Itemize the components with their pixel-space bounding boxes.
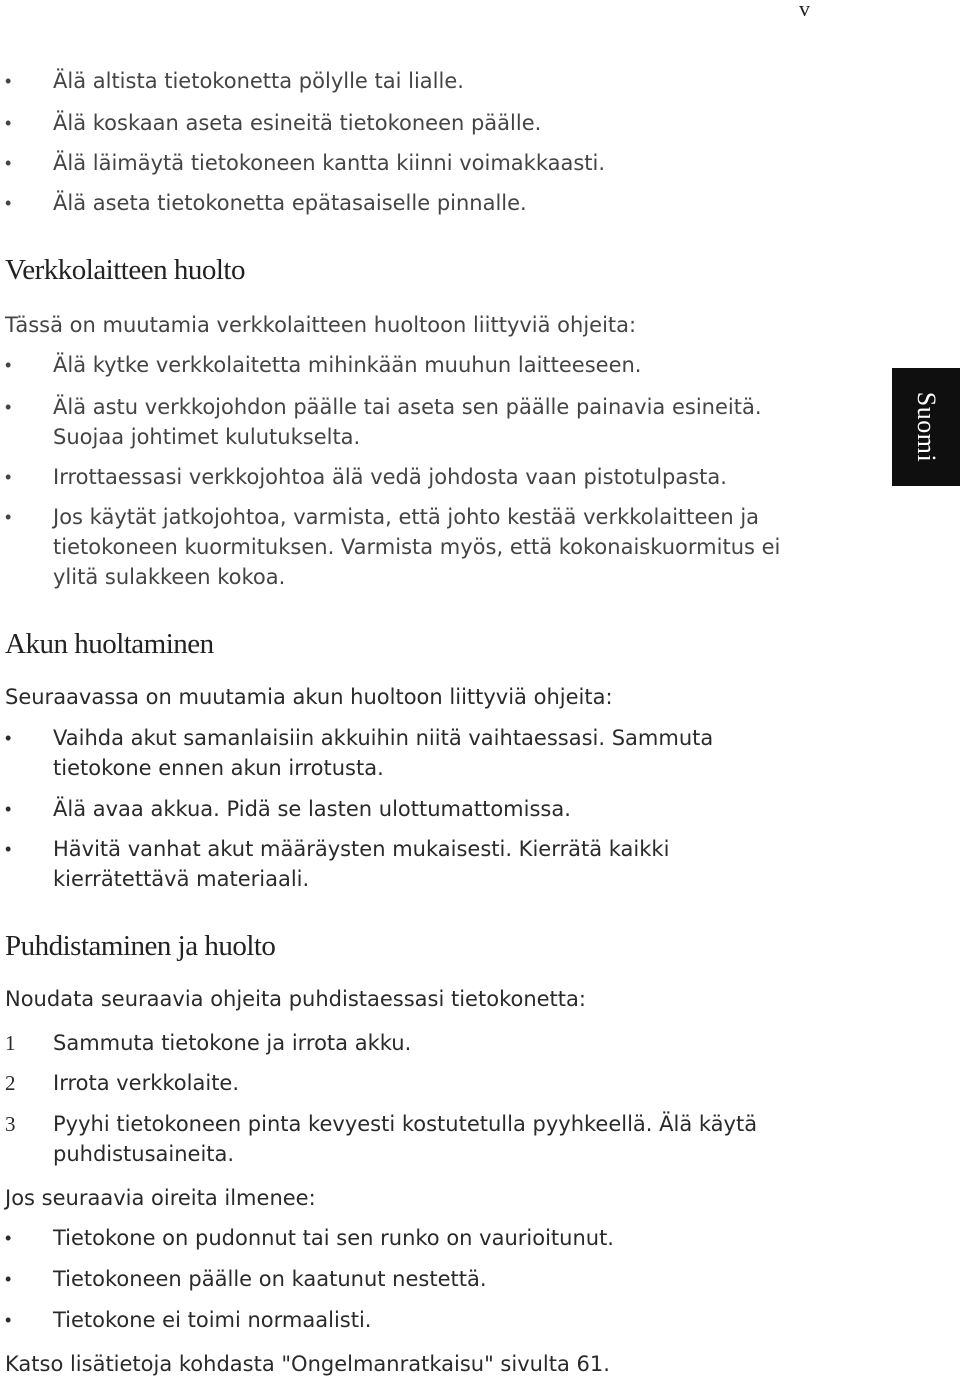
- step-number: 3: [5, 1112, 16, 1136]
- footer-reference: Katso lisätietoja kohdasta "Ongelmanratkaisu" sivulta 61.: [5, 1352, 610, 1376]
- list-item-text: Tietokoneen päälle on kaatunut nestettä.: [53, 1267, 487, 1291]
- section-heading-battery: Akun huoltaminen: [5, 628, 214, 660]
- bullet-icon: •: [5, 799, 12, 819]
- bullet-icon: •: [5, 467, 12, 487]
- section-heading-adapter: Verkkolaitteen huolto: [5, 254, 245, 286]
- section-heading-cleaning: Puhdistaminen ja huolto: [5, 930, 276, 962]
- section-intro-adapter: Tässä on muutamia verkkolaitteen huoltoon liittyviä ohjeita:: [5, 313, 637, 337]
- list-item-text: Tietokone on pudonnut tai sen runko on vaurioitunut.: [53, 1226, 614, 1250]
- step-text: Irrota verkkolaite.: [53, 1071, 240, 1095]
- bullet-icon: •: [5, 113, 12, 133]
- list-item-text: Älä kytke verkkolaitetta mihinkään muuhun laitteeseen.: [53, 353, 642, 377]
- list-item-text: Älä astu verkkojohdon päälle tai aseta sen päälle painavia esineitä. Suojaa johtimet kulutukselta.: [53, 395, 762, 449]
- step-text: Sammuta tietokone ja irrota akku.: [53, 1031, 412, 1055]
- bullet-icon: •: [5, 153, 12, 173]
- list-item-text: Älä altista tietokonetta pölylle tai lialle.: [53, 69, 464, 93]
- step-text: Pyyhi tietokoneen pinta kevyesti kostutetulla pyyhkeellä. Älä käytä puhdistusaineita.: [53, 1112, 758, 1166]
- bullet-icon: •: [5, 1269, 12, 1289]
- bullet-icon: •: [5, 1228, 12, 1248]
- list-item-text: Älä aseta tietokonetta epätasaiselle pinnalle.: [53, 191, 527, 215]
- page-number: v: [799, 0, 810, 21]
- list-item-text: Hävitä vanhat akut määräysten mukaisesti. Kierrätä kaikki kierrätettävä materiaali.: [53, 837, 670, 891]
- list-item-text: Älä läimäytä tietokoneen kantta kiinni voimakkaasti.: [53, 151, 606, 175]
- bullet-icon: •: [5, 728, 12, 748]
- list-item-text: Älä koskaan aseta esineitä tietokoneen päälle.: [53, 111, 542, 135]
- symptoms-intro: Jos seuraavia oireita ilmenee:: [5, 1186, 316, 1210]
- list-item-text: Irrottaessasi verkkojohtoa älä vedä johdosta vaan pistotulpasta.: [53, 465, 727, 489]
- language-tab-label: Suomi: [912, 391, 941, 463]
- bullet-icon: •: [5, 839, 12, 859]
- list-item-text: Älä avaa akkua. Pidä se lasten ulottumattomissa.: [53, 797, 571, 821]
- bullet-icon: •: [5, 193, 12, 213]
- step-number: 2: [5, 1071, 16, 1095]
- bullet-icon: •: [5, 71, 12, 91]
- language-tab: [892, 368, 960, 486]
- bullet-icon: •: [5, 355, 12, 375]
- list-item-text: Tietokone ei toimi normaalisti.: [53, 1308, 372, 1332]
- bullet-icon: •: [5, 507, 12, 527]
- list-item-text: Vaihda akut samanlaisiin akkuihin niitä vaihtaessasi. Sammuta tietokone ennen akun irrotusta.: [53, 726, 714, 780]
- list-item-text: Jos käytät jatkojohtoa, varmista, että johto kestää verkkolaitteen ja tietokoneen kuormituksen. Varmista myös, että kokonaiskuormitus ei ylitä sulakkeen kokoa.: [53, 505, 781, 589]
- section-intro-cleaning: Noudata seuraavia ohjeita puhdistaessasi tietokonetta:: [5, 987, 586, 1011]
- section-intro-battery: Seuraavassa on muutamia akun huoltoon liittyviä ohjeita:: [5, 685, 613, 709]
- bullet-icon: •: [5, 397, 12, 417]
- step-number: 1: [5, 1031, 16, 1055]
- bullet-icon: •: [5, 1310, 12, 1330]
